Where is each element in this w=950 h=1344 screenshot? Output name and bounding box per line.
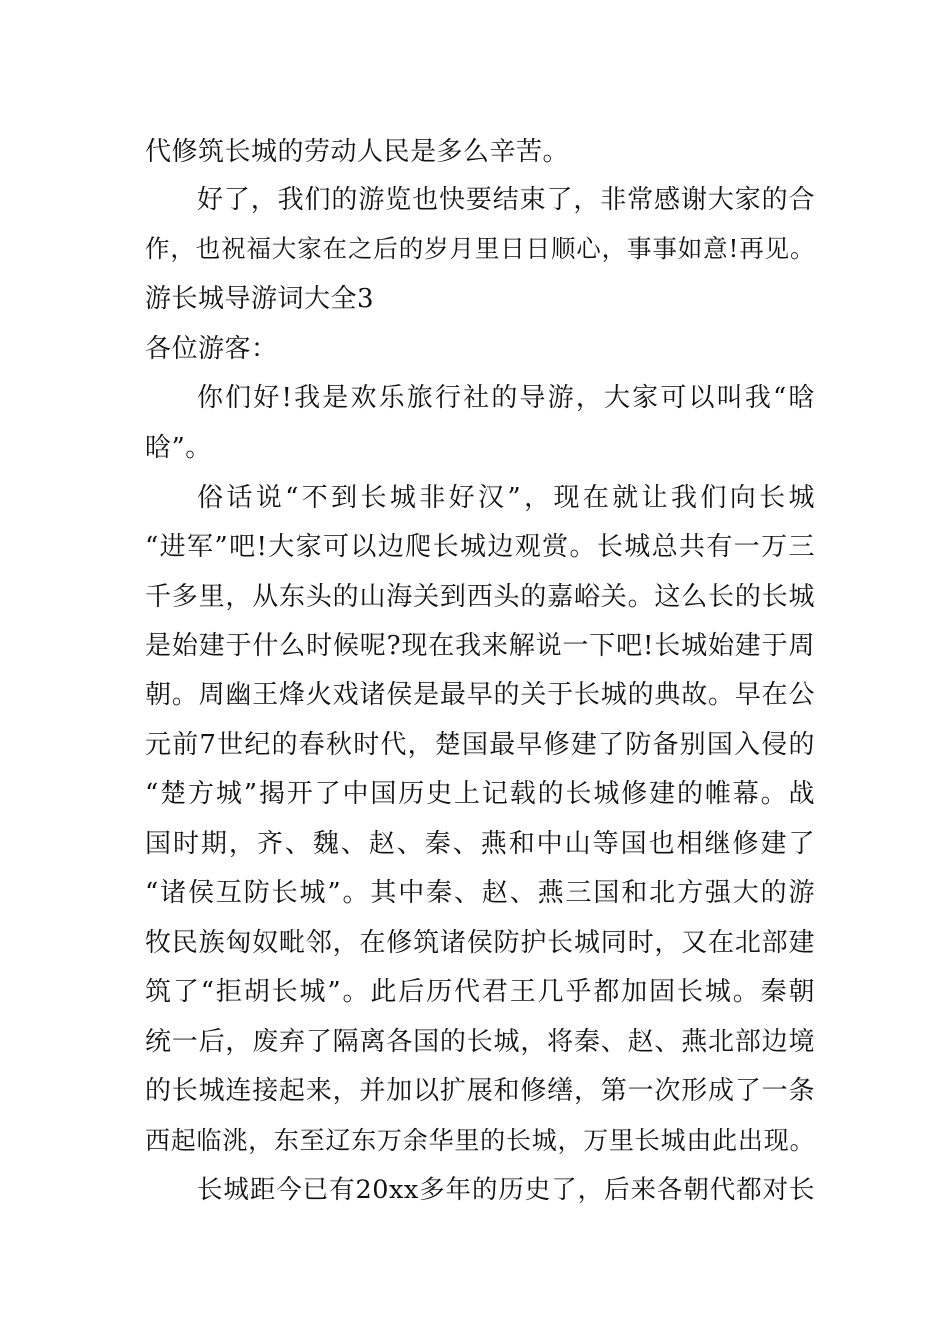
text-line-10: 千多里，从东头的山海关到西头的嘉峪关。这么长的长城 [145, 582, 815, 612]
text-line-18: 筑了“拒胡长城”。此后历代君王几乎都加固长城。秦朝 [145, 977, 815, 1007]
text-line-22: 长城距今已有20xx多年的历史了，后来各朝代都对长 [197, 1175, 815, 1205]
text-line-15: 国时期，齐、魏、赵、秦、燕和中山等国也相继修建了 [145, 829, 815, 859]
text-line-16: “诸侯互防长城”。其中秦、赵、燕三国和北方强大的游 [145, 878, 815, 908]
text-line-3: 作，也祝福大家在之后的岁月里日日顺心，事事如意!再见。 [145, 234, 815, 263]
text-line-2: 好了，我们的游览也快要结束了，非常感谢大家的合 [197, 185, 815, 215]
text-line-9: “进军”吧!大家可以边爬长城边观赏。长城总共有一万三 [145, 532, 815, 562]
text-line-20: 的长城连接起来，并加以扩展和修缮，第一次形成了一条 [145, 1076, 815, 1106]
text-line-8: 俗话说“不到长城非好汉”，现在就让我们向长城 [197, 483, 815, 513]
text-line-17: 牧民族匈奴毗邻，在修筑诸侯防护长城同时，又在北部建 [145, 928, 815, 958]
text-line-1: 代修筑长城的劳动人民是多么辛苦。 [145, 137, 570, 167]
text-line-21: 西起临洮，东至辽东万余华里的长城，万里长城由此出现。 [145, 1126, 815, 1155]
text-line-19: 统一后，废弃了隔离各国的长城，将秦、赵、燕北部边境 [145, 1027, 815, 1057]
text-line-11: 是始建于什么时候呢?现在我来解说一下吧!长城始建于周 [145, 631, 815, 661]
section-heading: 游长城导游词大全3 [145, 284, 375, 314]
text-line-13: 元前7世纪的春秋时代，楚国最早修建了防备别国入侵的 [145, 730, 815, 760]
salutation: 各位游客： [145, 334, 278, 364]
text-line-12: 朝。周幽王烽火戏诸侯是最早的关于长城的典故。早在公 [145, 680, 815, 710]
text-line-6: 你们好!我是欢乐旅行社的导游，大家可以叫我“晗 [197, 383, 815, 413]
text-line-7: 晗”。 [145, 433, 212, 463]
text-line-14: “楚方城”揭开了中国历史上记载的长城修建的帷幕。战 [145, 779, 815, 809]
